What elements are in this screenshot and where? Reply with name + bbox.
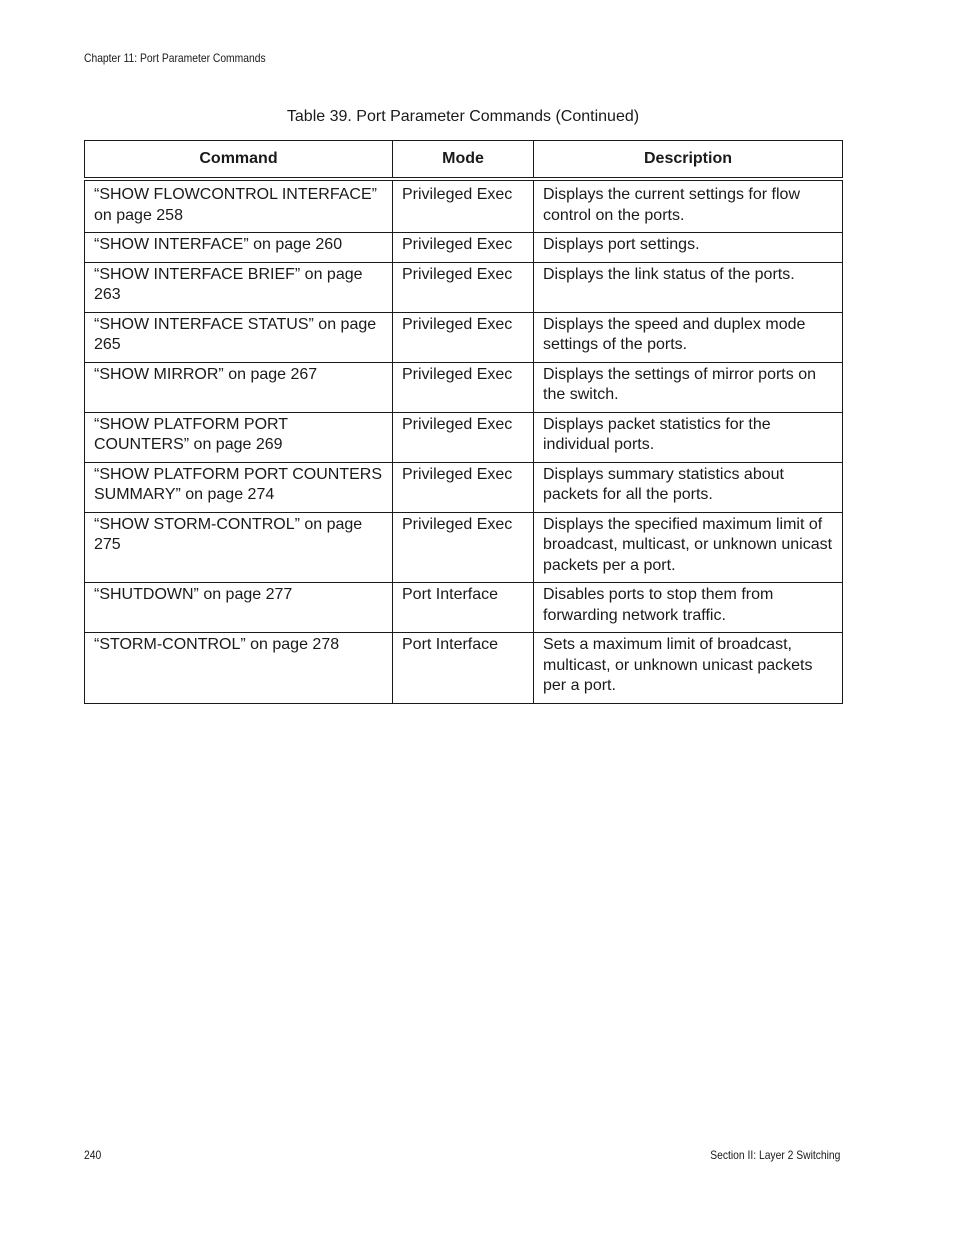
description-cell: Displays the speed and duplex mode settings of the ports. <box>534 312 843 362</box>
table-row <box>85 412 843 462</box>
command-cell: “SHOW MIRROR” on page 267 <box>85 362 393 412</box>
mode-cell: Privileged Exec <box>393 312 534 362</box>
column-header-description: Description <box>534 141 843 180</box>
mode-cell: Privileged Exec <box>393 179 534 233</box>
table-row <box>85 179 843 233</box>
command-cell: “SHUTDOWN” on page 277 <box>85 583 393 633</box>
description-cell: Sets a maximum limit of broadcast, multicast, or unknown unicast packets per a port. <box>534 633 843 704</box>
command-cell: “SHOW PLATFORM PORT COUNTERS” on page 269 <box>85 412 393 462</box>
page-number: 240 <box>84 1148 102 1162</box>
command-cell: “SHOW INTERFACE” on page 260 <box>85 233 393 263</box>
command-cell: “SHOW INTERFACE STATUS” on page 265 <box>85 312 393 362</box>
table-row <box>85 262 843 312</box>
table-row <box>85 583 843 633</box>
running-head: Chapter 11: Port Parameter Commands <box>84 51 266 65</box>
column-header-mode: Mode <box>393 141 534 180</box>
table-row <box>85 633 843 704</box>
mode-cell: Privileged Exec <box>393 362 534 412</box>
description-cell: Displays the link status of the ports. <box>534 262 843 312</box>
command-table <box>84 140 843 704</box>
mode-cell: Privileged Exec <box>393 462 534 512</box>
table-caption: Table 39. Port Parameter Commands (Continued) <box>286 108 640 125</box>
column-header-command: Command <box>85 141 393 180</box>
mode-cell: Port Interface <box>393 633 534 704</box>
mode-cell: Privileged Exec <box>393 262 534 312</box>
table-row <box>85 233 843 263</box>
mode-cell: Privileged Exec <box>393 412 534 462</box>
command-cell: “SHOW FLOWCONTROL INTERFACE” on page 258 <box>85 179 393 233</box>
description-cell: Displays the current settings for flow control on the ports. <box>534 179 843 233</box>
command-cell: “SHOW INTERFACE BRIEF” on page 263 <box>85 262 393 312</box>
mode-cell: Port Interface <box>393 583 534 633</box>
description-cell: Disables ports to stop them from forwarding network traffic. <box>534 583 843 633</box>
command-cell: “STORM-CONTROL” on page 278 <box>85 633 393 704</box>
description-cell: Displays packet statistics for the individual ports. <box>534 412 843 462</box>
mode-cell: Privileged Exec <box>393 233 534 263</box>
description-cell: Displays port settings. <box>534 233 843 263</box>
mode-cell: Privileged Exec <box>393 512 534 583</box>
description-cell: Displays summary statistics about packets for all the ports. <box>534 462 843 512</box>
footer-section-title: Section II: Layer 2 Switching <box>709 1148 840 1162</box>
description-cell: Displays the settings of mirror ports on the switch. <box>534 362 843 412</box>
command-cell: “SHOW STORM-CONTROL” on page 275 <box>85 512 393 583</box>
table-row <box>85 462 843 512</box>
table-row <box>85 512 843 583</box>
table-row <box>85 312 843 362</box>
table-header-row <box>85 141 843 180</box>
table-row <box>85 362 843 412</box>
command-cell: “SHOW PLATFORM PORT COUNTERS SUMMARY” on page 274 <box>85 462 393 512</box>
description-cell: Displays the specified maximum limit of broadcast, multicast, or unknown unicast packets per a port. <box>534 512 843 583</box>
